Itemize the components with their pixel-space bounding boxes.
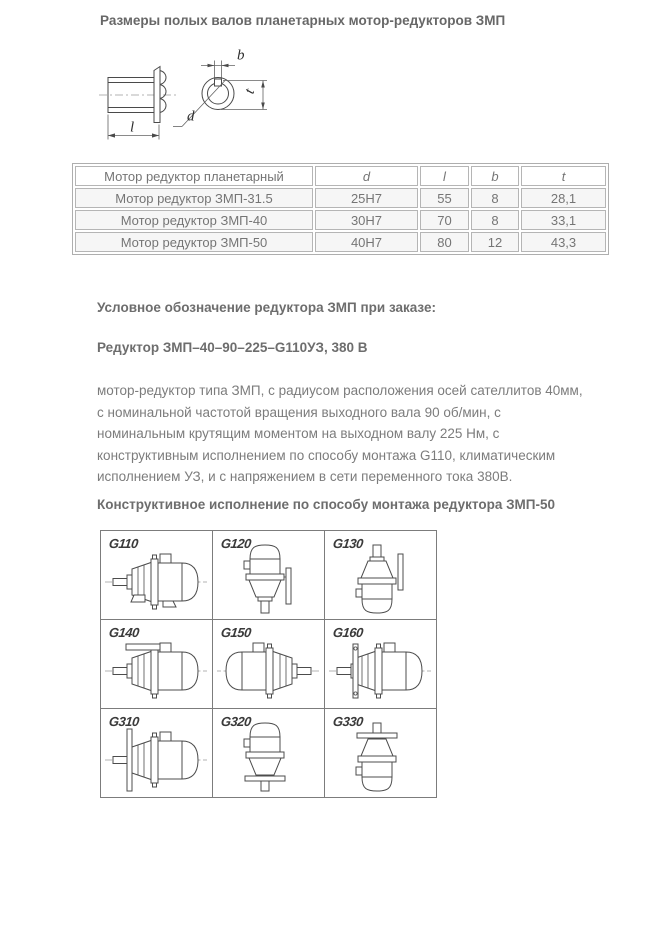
mounting-grid-row <box>101 620 437 709</box>
table-row <box>75 232 606 252</box>
motor-drawing-g110 <box>101 542 211 616</box>
table-cell: 25Н7 <box>315 188 418 208</box>
motor-drawing-g320 <box>213 720 323 794</box>
mount-label: G150 <box>220 625 252 640</box>
mount-cell-g310 <box>101 709 213 798</box>
column-header-name: Мотор редуктор планетарный <box>75 166 313 186</box>
table-cell: 55 <box>420 188 469 208</box>
table-cell: 30Н7 <box>315 210 418 230</box>
table-cell: 8 <box>471 188 519 208</box>
dim-label-b: b <box>237 47 245 64</box>
mount-cell-g110 <box>101 531 213 620</box>
order-description: мотор-редуктор типа ЗМП, с радиусом расположения осей сателлитов 40мм, с номинальной частотой вращения выходного вала 90 об/мин, с номинальным крутящим моментом на выходном валу 225 Нм, с конструктивным исполнением по способу монтажа G110, климатическим исполнением УЗ, и с напряжением в сети переменного тока 380В. <box>97 383 583 484</box>
motor-drawing-g330 <box>325 720 435 794</box>
page-title: Размеры полых валов планетарных мотор-редукторов ЗМП <box>100 13 506 28</box>
motor-drawing-g310 <box>101 720 211 794</box>
mount-label: G310 <box>108 714 140 729</box>
mount-cell-g140 <box>101 620 213 709</box>
mount-cell-g320 <box>213 709 325 798</box>
mount-label: G320 <box>220 714 252 729</box>
mount-label: G110 <box>108 536 139 551</box>
mount-cell-g160 <box>325 620 437 709</box>
table-cell: 40Н7 <box>315 232 418 252</box>
motor-drawing-g130 <box>325 542 435 616</box>
table-cell: 43,3 <box>521 232 606 252</box>
shaft-flange <box>154 67 160 123</box>
mount-cell-g330 <box>325 709 437 798</box>
column-header-t: t <box>521 166 606 186</box>
motor-drawing-g120 <box>213 542 323 616</box>
mount-label: G160 <box>332 625 364 640</box>
dim-label-d: d <box>187 108 195 125</box>
mount-label: G130 <box>332 536 364 551</box>
motor-drawing-g140 <box>101 631 211 705</box>
mount-label: G330 <box>332 714 364 729</box>
motor-drawing-g150 <box>213 631 323 705</box>
motor-drawing-g160 <box>325 631 435 705</box>
table-cell: 80 <box>420 232 469 252</box>
spec-table <box>72 163 609 255</box>
table-cell: Мотор редуктор ЗМП-40 <box>75 210 313 230</box>
table-cell: 28,1 <box>521 188 606 208</box>
table-cell: Мотор редуктор ЗМП-50 <box>75 232 313 252</box>
mount-cell-g120 <box>213 531 325 620</box>
mount-label: G140 <box>108 625 140 640</box>
mounting-grid <box>100 530 437 798</box>
column-header-b: b <box>471 166 519 186</box>
table-cell: 8 <box>471 210 519 230</box>
table-cell: 70 <box>420 210 469 230</box>
table-row <box>75 188 606 208</box>
column-header-d: d <box>315 166 418 186</box>
mount-cell-g150 <box>213 620 325 709</box>
dim-label-l: l <box>130 119 135 136</box>
column-header-l: l <box>420 166 469 186</box>
mount-cell-g130 <box>325 531 437 620</box>
dim-label-t: t <box>241 86 259 96</box>
table-cell: 12 <box>471 232 519 252</box>
mounting-grid-row <box>101 531 437 620</box>
table-cell: Мотор редуктор ЗМП-31.5 <box>75 188 313 208</box>
mounting-grid-row <box>101 709 437 798</box>
order-heading: Условное обозначение редуктора ЗМП при заказе: <box>97 300 436 315</box>
order-designation: Редуктор ЗМП–40–90–225–G110УЗ, 380 В <box>97 340 368 355</box>
mounting-heading: Конструктивное исполнение по способу монтажа редуктора ЗМП-50 <box>97 497 556 512</box>
table-header-row <box>75 166 606 186</box>
table-cell: 33,1 <box>521 210 606 230</box>
table-row <box>75 210 606 230</box>
mount-label: G120 <box>220 536 252 551</box>
hollow-shaft-drawing <box>95 44 280 162</box>
